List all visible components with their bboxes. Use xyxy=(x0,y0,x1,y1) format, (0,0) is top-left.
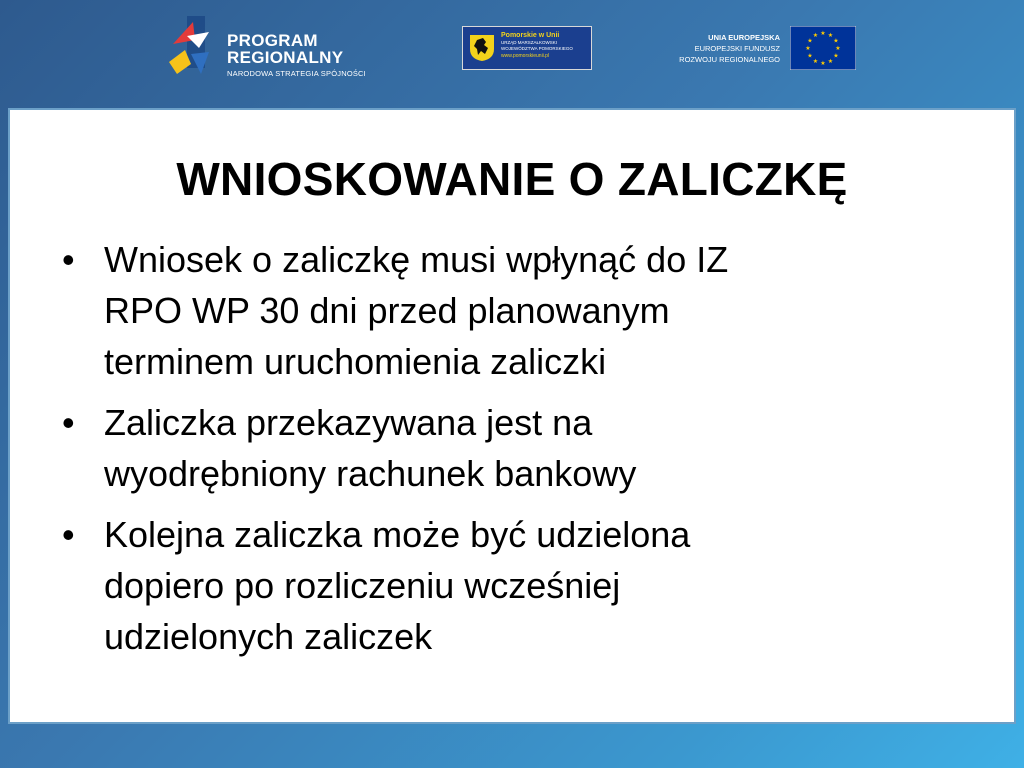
bullet-line: udzielonych zaliczek xyxy=(104,616,433,657)
svg-text:★: ★ xyxy=(820,60,826,67)
bullet-item xyxy=(62,509,922,662)
eu-flag-icon xyxy=(790,26,856,70)
pomorskie-line1: URZĄD MARSZAŁKOWSKI xyxy=(501,40,558,45)
bullet-line: RPO WP 30 dni przed planowanym xyxy=(104,290,670,331)
pomorskie-website: www.pomorskieunii.pl xyxy=(501,53,550,59)
svg-text:★: ★ xyxy=(827,32,834,39)
eu-erdf-logo xyxy=(672,26,862,70)
header-logo-bar xyxy=(0,0,1024,100)
bullet-item xyxy=(62,397,922,499)
svg-text:★: ★ xyxy=(835,45,841,52)
program-title-line2: REGIONALNY xyxy=(227,48,344,67)
svg-text:★: ★ xyxy=(833,37,839,45)
svg-text:★: ★ xyxy=(812,58,819,65)
bullet-line: terminem uruchomienia zaliczki xyxy=(104,341,607,382)
svg-text:★: ★ xyxy=(820,30,826,37)
griffin-crest-icon xyxy=(469,34,495,62)
svg-text:★: ★ xyxy=(833,52,839,60)
svg-text:★: ★ xyxy=(827,58,834,65)
program-star-icon xyxy=(165,14,217,80)
eu-line2: EUROPEJSKI FUNDUSZ xyxy=(694,44,780,53)
pomorskie-line2: WOJEWÓDZTWA POMORSKIEGO xyxy=(501,46,573,51)
svg-text:★: ★ xyxy=(807,52,813,60)
bullet-marker: • xyxy=(62,402,75,443)
svg-text:★: ★ xyxy=(805,45,811,52)
svg-text:★: ★ xyxy=(807,37,813,45)
svg-text:★: ★ xyxy=(812,32,819,39)
bullet-marker: • xyxy=(62,239,75,280)
bullet-item xyxy=(62,234,922,387)
program-subtitle: NARODOWA STRATEGIA SPÓJNOŚCI xyxy=(227,69,366,78)
program-title-line1: PROGRAM xyxy=(227,31,318,50)
bullet-line: dopiero po rozliczeniu wcześniej xyxy=(104,565,621,606)
eu-line1: UNIA EUROPEJSKA xyxy=(708,33,780,42)
bullet-line: wyodrębniony rachunek bankowy xyxy=(104,453,637,494)
pomorskie-heading: Pomorskie w Unii xyxy=(501,32,560,39)
slide-title: WNIOSKOWANIE O ZALICZKĘ xyxy=(176,153,848,205)
bullet-line: Zaliczka przekazywana jest na xyxy=(104,402,593,443)
pomorskie-w-unii-logo xyxy=(462,26,592,70)
bullet-list xyxy=(62,234,922,672)
program-regionalny-logo xyxy=(165,14,395,84)
slide-content-panel xyxy=(8,108,1016,724)
bullet-line: Kolejna zaliczka może być udzielona xyxy=(104,514,691,555)
bullet-marker: • xyxy=(62,514,75,555)
eu-line3: ROZWOJU REGIONALNEGO xyxy=(679,55,780,64)
bullet-line: Wniosek o zaliczkę musi wpłynąć do IZ xyxy=(104,239,729,280)
